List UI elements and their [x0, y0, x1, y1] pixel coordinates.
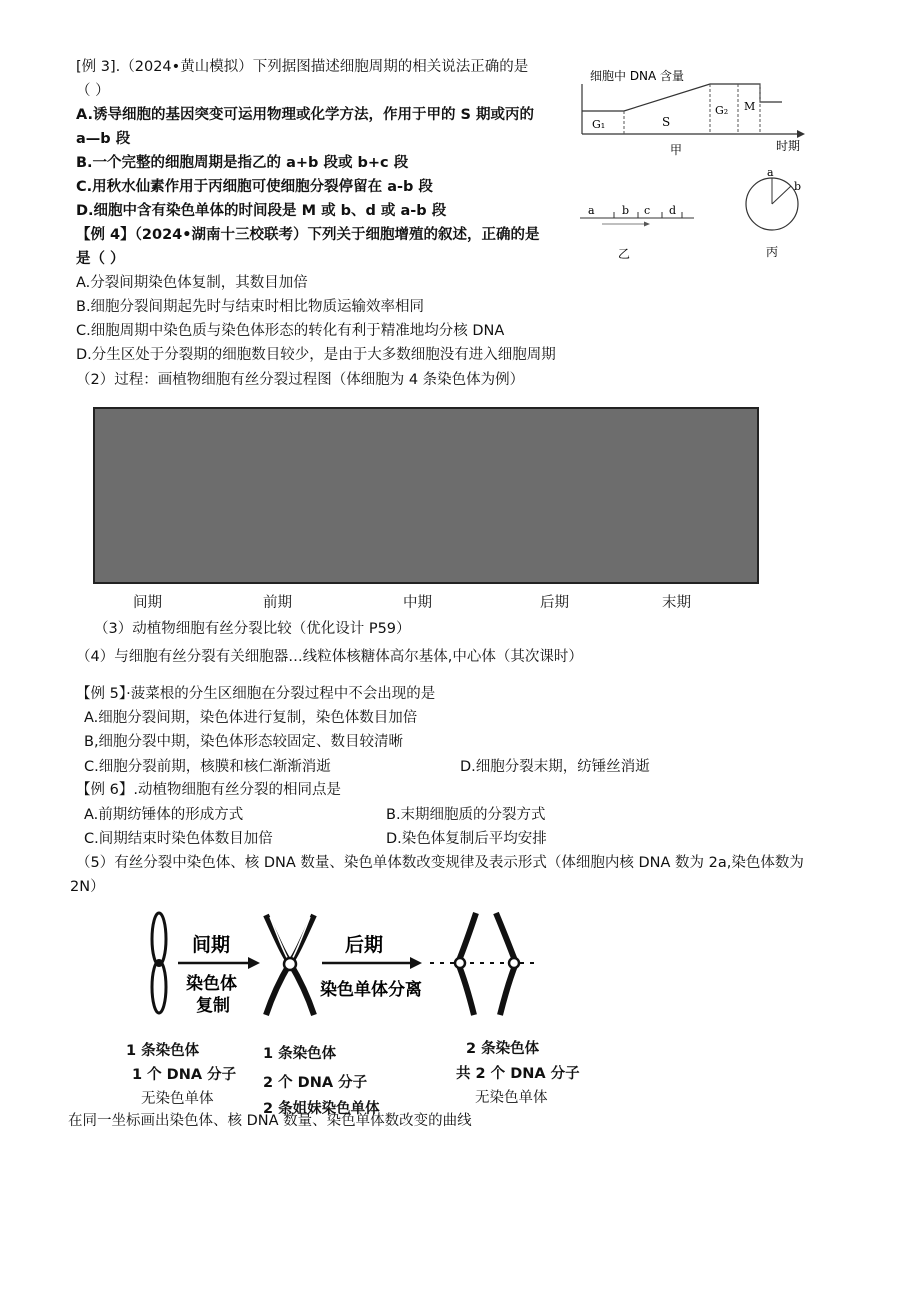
section-4-heading: （4）与细胞有丝分裂有关细胞器…线粒体核糖体高尔基体,中心体（其次课时）: [76, 649, 583, 665]
col1-chromosome: 1 条染色体: [126, 1043, 200, 1059]
drawing-area: [93, 407, 759, 584]
arrow1-top-label: 间期: [192, 934, 231, 956]
yi-b: b: [622, 204, 630, 217]
example3-option-a: A.诱导细胞的基因突变可运用物理或化学方法，作用于甲的 S 期或丙的: [76, 107, 535, 123]
col3-dna: 共 2 个 DNA 分子: [456, 1066, 580, 1082]
phase-metaphase: 中期: [403, 595, 432, 611]
example5-option-c: C.细胞分裂前期，核膜和核仁渐渐消逝: [84, 759, 331, 775]
m-label: M: [744, 100, 756, 113]
bing-label: 丙: [766, 245, 779, 259]
example5-option-a: A.细胞分裂间期，染色体进行复制，染色体数目加倍: [84, 710, 418, 726]
example3-option-d: D.细胞中含有染色单体的时间段是 M 或 b、d 或 a-b 段: [76, 203, 447, 219]
separating-chromatids-icon: [430, 913, 540, 1015]
g2-label: G₂: [715, 104, 729, 117]
section-5-heading-cont: 2N）: [70, 879, 105, 895]
col1-chromatid: 无染色单体: [141, 1091, 214, 1107]
yi-c: c: [644, 204, 651, 217]
time-label: 时期: [776, 139, 801, 153]
chromosome-diagram: [140, 907, 550, 1025]
col2-chromatid: 2 条姐妹染色单体: [263, 1101, 380, 1117]
jia-label: 甲: [670, 143, 683, 157]
example6-option-d: D.染色体复制后平均安排: [386, 831, 547, 847]
yi-label: 乙: [618, 247, 631, 261]
dna-content-label: 细胞中 DNA 含量: [590, 69, 685, 83]
phase-prophase: 前期: [263, 595, 292, 611]
col2-chromosome: 1 条染色体: [263, 1046, 337, 1062]
col2-dna: 2 个 DNA 分子: [263, 1075, 368, 1091]
col1-dna: 1 个 DNA 分子: [132, 1067, 237, 1083]
phase-anaphase: 后期: [540, 595, 569, 611]
yi-a: a: [588, 204, 595, 217]
arrow1-bottom-line2: 复制: [196, 996, 230, 1016]
bing-b: b: [794, 180, 802, 193]
arrow2-bottom-label: 染色单体分离: [320, 980, 422, 1000]
example3-blank: （ ）: [76, 83, 110, 99]
example6-option-b: B.末期细胞质的分裂方式: [386, 807, 546, 823]
section-3-heading: （3）动植物细胞有丝分裂比较（优化设计 P59）: [94, 621, 411, 637]
g1-label: G₁: [592, 118, 606, 131]
example6-question: 【例 6】.动植物细胞有丝分裂的相同点是: [76, 782, 341, 798]
example3-option-c: C.用秋水仙素作用于丙细胞可使细胞分裂停留在 a-b 段: [76, 179, 433, 195]
example3-option-b: B.一个完整的细胞周期是指乙的 a+b 段或 b+c 段: [76, 155, 409, 171]
example6-option-a: A.前期纺锤体的形成方式: [84, 807, 244, 823]
cell-cycle-figure: [572, 62, 817, 272]
example5-question: 【例 5】·菠菜根的分生区细胞在分裂过程中不会出现的是: [76, 686, 436, 702]
example5-option-d: D.细胞分裂末期，纺锤丝消逝: [460, 759, 650, 775]
clipped-line-wrap: [76, 619, 576, 637]
replicated-chromosome-icon: [266, 915, 314, 1015]
example6-option-c: C.间期结束时染色体数目加倍: [84, 831, 273, 847]
col3-chromosome: 2 条染色体: [466, 1041, 540, 1057]
section-2-heading: （2）过程：画植物细胞有丝分裂过程图（体细胞为 4 条染色体为例）: [76, 372, 525, 388]
example4-option-d: D.分生区处于分裂期的细胞数目较少，是由于大多数细胞没有进入细胞周期: [76, 347, 556, 363]
phase-telophase: 末期: [662, 595, 691, 611]
arrow2-top-label: 后期: [345, 934, 384, 956]
arrow1-bottom-line1: 染色体: [186, 974, 237, 994]
example4-blank: 是（ ）: [76, 251, 125, 267]
phase-interphase: 间期: [133, 595, 162, 611]
example5-option-b: B,细胞分裂中期，染色体形态较固定、数目较清晰: [84, 734, 404, 750]
example4-option-b: B.细胞分裂间期起先时与结束时相比物质运输效率相同: [76, 299, 425, 315]
yi-d: d: [669, 204, 677, 217]
example4-option-c: C.细胞周期中染色质与染色体形态的转化有利于精准地均分核 DNA: [76, 323, 505, 339]
example4-question: 【例 4】（2024•湖南十三校联考）下列关于细胞增殖的叙述，正确的是: [76, 227, 540, 243]
single-chromosome-icon: [152, 913, 166, 1013]
col3-chromatid: 无染色单体: [475, 1090, 548, 1106]
example3-question: [例 3].（2024•黄山模拟）下列据图描述细胞周期的相关说法正确的是: [76, 59, 529, 75]
example4-option-a: A.分裂间期染色体复制，其数目加倍: [76, 275, 308, 291]
col2-clip: [263, 1097, 403, 1117]
s-label: S: [662, 115, 671, 129]
example3-option-a-cont: a—b 段: [76, 131, 131, 147]
bing-a: a: [767, 166, 774, 179]
final-instruction: 在同一坐标画出染色体、核 DNA 数量、染色单体数改变的曲线: [68, 1113, 472, 1129]
section-5-heading: （5）有丝分裂中染色体、核 DNA 数量、染色单体数改变规律及表示形式（体细胞内核 DNA 数为 2a,染色体数为: [76, 855, 804, 871]
